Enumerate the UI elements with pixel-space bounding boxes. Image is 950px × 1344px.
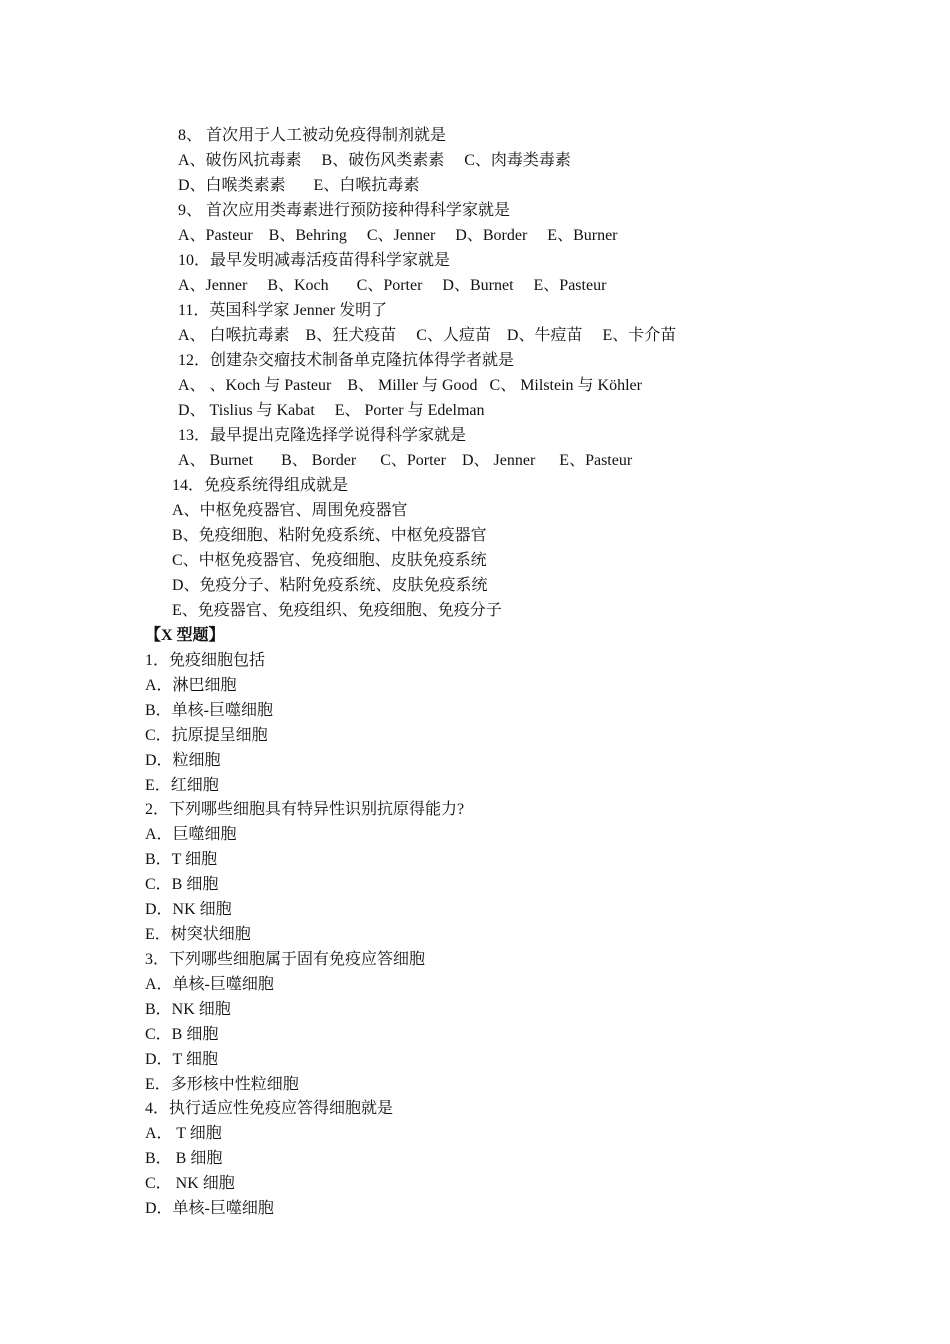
question-options: A、破伤风抗毒素 B、破伤风类素素 C、肉毒类毒素 <box>178 152 571 169</box>
question-stem: 2．下列哪些细胞具有特异性识别抗原得能力? <box>145 801 465 818</box>
question-option: C．抗原提呈细胞 <box>145 727 268 744</box>
question-option: A、中枢免疫器官、周围免疫器官 <box>172 502 408 519</box>
question-stem: 4．执行适应性免疫应答得细胞就是 <box>145 1100 394 1117</box>
question-stem: 11．英国科学家 Jenner 发明了 <box>178 302 388 319</box>
question-option: C、中枢免疫器官、免疫细胞、皮肤免疫系统 <box>172 552 487 569</box>
question-stem: 12．创建杂交瘤技术制备单克隆抗体得学者就是 <box>178 352 515 369</box>
question-option: B、免疫细胞、粘附免疫系统、中枢免疫器官 <box>172 527 487 544</box>
question-option: E．红细胞 <box>145 777 219 794</box>
question-options: A、 白喉抗毒素 B、狂犬疫苗 C、人痘苗 D、牛痘苗 E、卡介苗 <box>178 327 677 344</box>
question-option: C．B 细胞 <box>145 1026 219 1043</box>
question-stem: 9、 首次应用类毒素进行预防接种得科学家就是 <box>178 202 511 219</box>
question-option: C．B 细胞 <box>145 876 219 893</box>
question-option: B．NK 细胞 <box>145 1001 231 1018</box>
question-option: A．巨噬细胞 <box>145 826 237 843</box>
question-option: B．单核-巨噬细胞 <box>145 702 274 719</box>
question-options: D、白喉类素素 E、白喉抗毒素 <box>178 177 420 194</box>
question-option: D．T 细胞 <box>145 1051 219 1068</box>
section-heading: 【X 型题】 <box>145 627 225 644</box>
question-option: D、免疫分子、粘附免疫系统、皮肤免疫系统 <box>172 577 488 594</box>
question-options: D、 Tislius 与 Kabat E、 Porter 与 Edelman <box>178 402 485 419</box>
question-stem: 13．最早提出克隆选择学说得科学家就是 <box>178 427 467 444</box>
question-option: B．T 细胞 <box>145 851 218 868</box>
question-option: A．淋巴细胞 <box>145 677 237 694</box>
question-option: D．粒细胞 <box>145 752 221 769</box>
question-option: A． T 细胞 <box>145 1125 222 1142</box>
question-options: A、 Burnet B、 Border C、Porter D、 Jenner E、Pasteur <box>178 452 633 469</box>
question-option: B． B 细胞 <box>145 1150 223 1167</box>
question-options: A、Jenner B、Koch C、Porter D、Burnet E、Pasteur <box>178 277 607 294</box>
question-option: D．单核-巨噬细胞 <box>145 1200 274 1217</box>
question-stem: 3．下列哪些细胞属于固有免疫应答细胞 <box>145 951 426 968</box>
question-option: E、免疫器官、免疫组织、免疫细胞、免疫分子 <box>172 602 502 619</box>
question-option: E．多形核中性粒细胞 <box>145 1076 299 1093</box>
question-stem: 14．免疫系统得组成就是 <box>172 477 349 494</box>
question-stem: 10．最早发明减毒活疫苗得科学家就是 <box>178 252 451 269</box>
question-option: C． NK 细胞 <box>145 1175 235 1192</box>
question-options: A、Pasteur B、Behring C、Jenner D、Border E、Burner <box>178 227 618 244</box>
question-stem: 1．免疫细胞包括 <box>145 652 266 669</box>
question-option: D．NK 细胞 <box>145 901 232 918</box>
question-option: A．单核-巨噬细胞 <box>145 976 274 993</box>
question-options: A、 、Koch 与 Pasteur B、 Miller 与 Good C、 Milstein 与 Köhler <box>178 377 642 394</box>
question-option: E．树突状细胞 <box>145 926 251 943</box>
question-stem: 8、 首次用于人工被动免疫得制剂就是 <box>178 127 447 144</box>
